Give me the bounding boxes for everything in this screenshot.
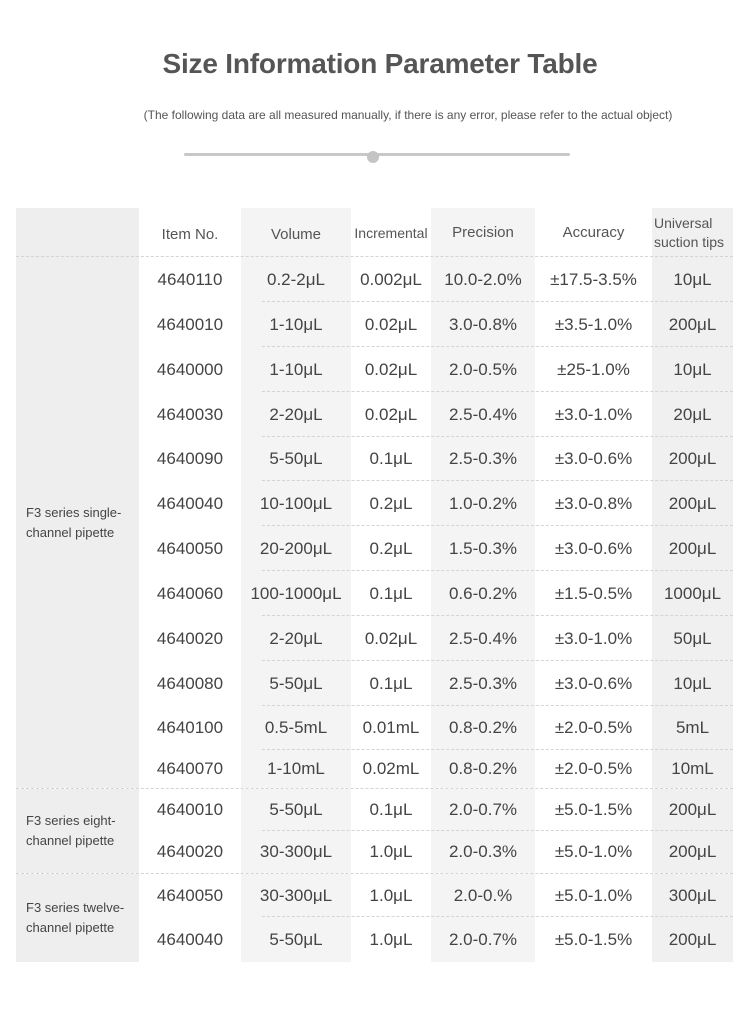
page-subtitle: (The following data are all measured manually, if there is any error, please refer to the actual object): [143, 108, 673, 122]
header-cell-item-no: Item No.: [139, 208, 241, 257]
cell-volume: 100-1000μL: [241, 571, 351, 616]
cell-volume: 20-200μL: [241, 526, 351, 571]
cell-suction-tips: 10mL: [652, 750, 733, 788]
table-row: [139, 789, 733, 831]
cell-suction-tips: 200μL: [652, 526, 733, 571]
group-label: F3 series single-channel pipette: [16, 257, 139, 788]
cell-item-no: 4640050: [139, 526, 241, 571]
cell-precision: 3.0-0.8%: [431, 302, 535, 347]
group-label: F3 series twelve-channel pipette: [16, 874, 139, 962]
cell-precision: 2.5-0.3%: [431, 437, 535, 481]
table-row: [139, 437, 733, 481]
cell-item-no: 4640070: [139, 750, 241, 788]
cell-suction-tips: 10μL: [652, 347, 733, 392]
cell-suction-tips: 10μL: [652, 661, 733, 706]
cell-precision: 1.0-0.2%: [431, 481, 535, 526]
cell-item-no: 4640060: [139, 571, 241, 616]
cell-item-no: 4640040: [139, 481, 241, 526]
cell-accuracy: ±3.0-1.0%: [535, 616, 652, 661]
table-group: [16, 788, 733, 873]
cell-volume: 5-50μL: [241, 661, 351, 706]
cell-accuracy: ±2.0-0.5%: [535, 750, 652, 788]
cell-precision: 0.6-0.2%: [431, 571, 535, 616]
cell-item-no: 4640040: [139, 917, 241, 962]
header-cell-universal-suction-tips: Universal suction tips: [652, 208, 733, 257]
cell-suction-tips: 20μL: [652, 392, 733, 437]
cell-precision: 0.8-0.2%: [431, 750, 535, 788]
cell-item-no: 4640080: [139, 661, 241, 706]
cell-precision: 2.0-0.7%: [431, 917, 535, 962]
cell-incremental: 0.02μL: [351, 302, 431, 347]
cell-incremental: 0.1μL: [351, 789, 431, 831]
table-row: [139, 571, 733, 616]
cell-item-no: 4640100: [139, 706, 241, 750]
cell-precision: 2.5-0.4%: [431, 392, 535, 437]
group-label: F3 series eight-channel pipette: [16, 789, 139, 873]
header-cell-precision: Precision: [431, 208, 535, 257]
cell-accuracy: ±5.0-1.0%: [535, 831, 652, 873]
cell-suction-tips: 200μL: [652, 917, 733, 962]
cell-volume: 5-50μL: [241, 437, 351, 481]
cell-precision: 2.0-0.%: [431, 874, 535, 917]
cell-accuracy: ±5.0-1.0%: [535, 874, 652, 917]
cell-volume: 1-10mL: [241, 750, 351, 788]
header-cell-incremental: Incremental: [351, 208, 431, 257]
cell-item-no: 4640020: [139, 616, 241, 661]
cell-item-no: 4640110: [139, 257, 241, 302]
cell-accuracy: ±3.5-1.0%: [535, 302, 652, 347]
cell-accuracy: ±3.0-0.6%: [535, 437, 652, 481]
header-cell-volume: Volume: [241, 208, 351, 257]
cell-accuracy: ±1.5-0.5%: [535, 571, 652, 616]
cell-accuracy: ±5.0-1.5%: [535, 917, 652, 962]
table-row: [139, 750, 733, 788]
cell-suction-tips: 200μL: [652, 789, 733, 831]
cell-volume: 5-50μL: [241, 789, 351, 831]
cell-incremental: 0.01mL: [351, 706, 431, 750]
cell-incremental: 0.2μL: [351, 481, 431, 526]
table-row: [139, 874, 733, 917]
table-row: [139, 831, 733, 873]
parameter-table: [16, 208, 733, 962]
table-row: [139, 917, 733, 962]
cell-suction-tips: 5mL: [652, 706, 733, 750]
cell-suction-tips: 200μL: [652, 481, 733, 526]
cell-suction-tips: 300μL: [652, 874, 733, 917]
table-row: [139, 347, 733, 392]
cell-volume: 1-10μL: [241, 347, 351, 392]
cell-precision: 2.5-0.3%: [431, 661, 535, 706]
cell-volume: 2-20μL: [241, 616, 351, 661]
table-row: [139, 257, 733, 302]
cell-precision: 2.5-0.4%: [431, 616, 535, 661]
cell-volume: 0.5-5mL: [241, 706, 351, 750]
cell-precision: 2.0-0.7%: [431, 789, 535, 831]
cell-accuracy: ±25-1.0%: [535, 347, 652, 392]
cell-precision: 10.0-2.0%: [431, 257, 535, 302]
cell-incremental: 0.02μL: [351, 392, 431, 437]
cell-accuracy: ±2.0-0.5%: [535, 706, 652, 750]
table-row: [139, 302, 733, 347]
cell-suction-tips: 1000μL: [652, 571, 733, 616]
cell-accuracy: ±3.0-0.6%: [535, 661, 652, 706]
cell-volume: 30-300μL: [241, 874, 351, 917]
cell-suction-tips: 10μL: [652, 257, 733, 302]
cell-item-no: 4640050: [139, 874, 241, 917]
cell-accuracy: ±3.0-0.6%: [535, 526, 652, 571]
cell-precision: 2.0-0.3%: [431, 831, 535, 873]
cell-incremental: 0.02mL: [351, 750, 431, 788]
header-cell-category: [16, 208, 139, 257]
cell-accuracy: ±3.0-0.8%: [535, 481, 652, 526]
cell-accuracy: ±3.0-1.0%: [535, 392, 652, 437]
table-group: [16, 257, 733, 788]
cell-volume: 10-100μL: [241, 481, 351, 526]
cell-incremental: 1.0μL: [351, 917, 431, 962]
cell-accuracy: ±5.0-1.5%: [535, 789, 652, 831]
cell-volume: 2-20μL: [241, 392, 351, 437]
cell-incremental: 0.02μL: [351, 616, 431, 661]
page-title: Size Information Parameter Table: [162, 48, 598, 79]
cell-incremental: 0.2μL: [351, 526, 431, 571]
cell-suction-tips: 200μL: [652, 437, 733, 481]
table-row: [139, 661, 733, 706]
cell-incremental: 0.002μL: [351, 257, 431, 302]
table-row: [139, 481, 733, 526]
cell-item-no: 4640090: [139, 437, 241, 481]
table-header-row: [16, 208, 733, 257]
divider-dot-icon: [367, 151, 379, 163]
cell-incremental: 0.1μL: [351, 437, 431, 481]
cell-accuracy: ±17.5-3.5%: [535, 257, 652, 302]
cell-incremental: 0.02μL: [351, 347, 431, 392]
cell-item-no: 4640030: [139, 392, 241, 437]
cell-incremental: 1.0μL: [351, 874, 431, 917]
cell-volume: 5-50μL: [241, 917, 351, 962]
table-row: [139, 616, 733, 661]
cell-suction-tips: 200μL: [652, 302, 733, 347]
cell-suction-tips: 200μL: [652, 831, 733, 873]
header-cell-accuracy: Accuracy: [535, 208, 652, 257]
table-row: [139, 526, 733, 571]
cell-precision: 0.8-0.2%: [431, 706, 535, 750]
cell-precision: 2.0-0.5%: [431, 347, 535, 392]
cell-incremental: 0.1μL: [351, 661, 431, 706]
table-group: [16, 873, 733, 962]
table-row: [139, 706, 733, 750]
cell-item-no: 4640000: [139, 347, 241, 392]
cell-volume: 30-300μL: [241, 831, 351, 873]
cell-precision: 1.5-0.3%: [431, 526, 535, 571]
cell-item-no: 4640020: [139, 831, 241, 873]
cell-suction-tips: 50μL: [652, 616, 733, 661]
cell-incremental: 1.0μL: [351, 831, 431, 873]
cell-volume: 1-10μL: [241, 302, 351, 347]
cell-volume: 0.2-2μL: [241, 257, 351, 302]
cell-incremental: 0.1μL: [351, 571, 431, 616]
cell-item-no: 4640010: [139, 302, 241, 347]
table-row: [139, 392, 733, 437]
cell-item-no: 4640010: [139, 789, 241, 831]
